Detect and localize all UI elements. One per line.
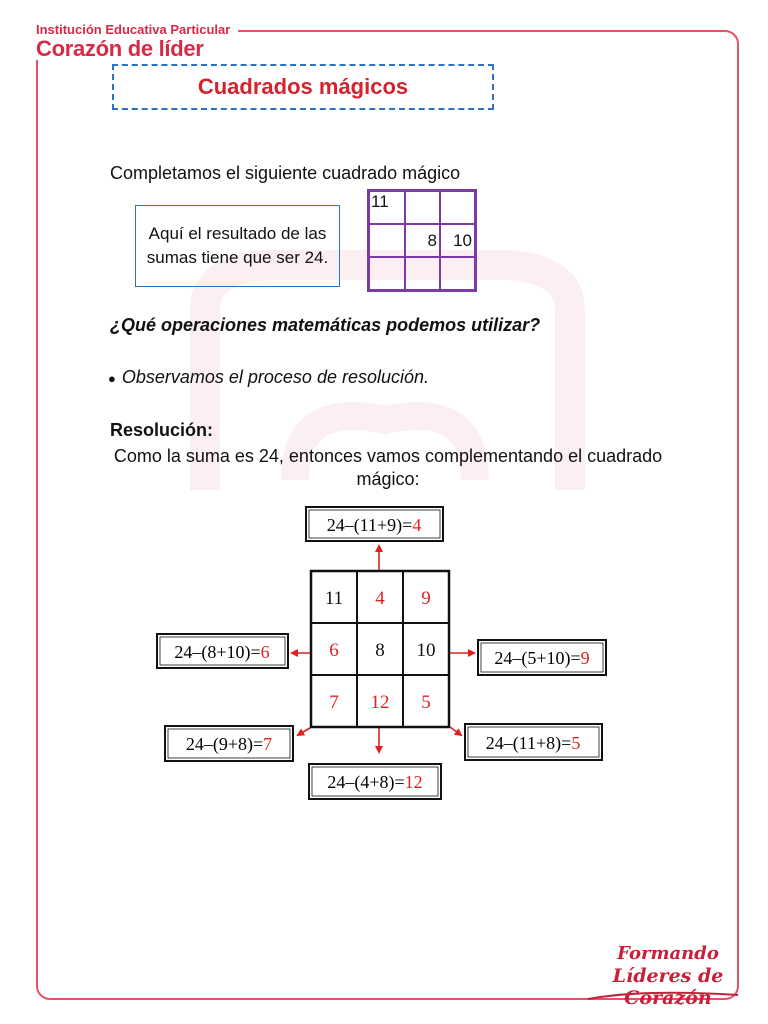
resolution-text: Como la suma es 24, entonces vamos complementando el cuadrado mágico: <box>113 446 663 489</box>
page-title: Cuadrados mágicos <box>197 74 409 99</box>
operation-expr: 24–(5+10)= <box>494 648 581 668</box>
operation-result: 5 <box>571 733 581 753</box>
svg-text:24–(8+10)=6 <box>174 642 269 663</box>
square-cell: 10 <box>440 224 476 257</box>
solution-cell: 11 <box>324 588 344 609</box>
hint-box: Aquí el resultado de las sumas tiene que ser 24. <box>135 205 340 287</box>
operation-result: 7 <box>263 734 273 754</box>
svg-text:24–(4+8)=12 <box>327 772 422 793</box>
slogan-swoosh <box>583 987 743 1005</box>
magic-square-solution <box>311 571 449 727</box>
solution-cell: 12 <box>370 692 390 713</box>
slogan-line2: Líderes de Corazón <box>612 965 724 1009</box>
svg-text:24–(5+10)=9 <box>494 648 589 669</box>
solution-cell: 8 <box>375 640 385 661</box>
bullet-icon: ● <box>108 370 116 386</box>
solution-cell: 6 <box>329 640 339 661</box>
intro-text: Completamos el siguiente cuadrado mágico <box>110 163 461 183</box>
solution-cell: 5 <box>421 692 431 713</box>
operation-result: 9 <box>580 648 590 668</box>
solution-cell: 10 <box>416 640 436 661</box>
operation-expr: 24–(9+8)= <box>185 734 264 754</box>
square-cell: 11 <box>369 191 406 225</box>
operation-expr: 24–(8+10)= <box>174 642 261 662</box>
resolution-heading: Resolución: <box>110 420 214 440</box>
bullet-text: Observamos el proceso de resolución. <box>121 367 430 387</box>
svg-text:24–(11+9)=4 <box>327 515 422 536</box>
operation-result: 12 <box>404 772 423 792</box>
solution-cell: 7 <box>329 692 339 713</box>
slogan-line1: Formando <box>617 943 719 964</box>
solution-cell: 4 <box>375 588 385 609</box>
operation-result: 4 <box>412 515 422 535</box>
question: ¿Qué operaciones matemáticas podemos utilizar? <box>110 315 541 335</box>
operation-expr: 24–(11+9)= <box>326 515 413 535</box>
svg-text:24–(9+8)=7 <box>186 734 272 755</box>
solution-cell: 9 <box>421 588 431 609</box>
operation-expr: 24–(11+8)= <box>485 733 572 753</box>
square-cell: 8 <box>405 224 440 257</box>
school-type: Institución Educativa Particular <box>36 22 231 37</box>
svg-text:24–(11+8)=5 <box>486 733 581 754</box>
school-name: Corazón de líder <box>36 36 204 61</box>
operation-expr: 24–(4+8)= <box>327 772 405 792</box>
operation-result: 6 <box>260 642 270 662</box>
